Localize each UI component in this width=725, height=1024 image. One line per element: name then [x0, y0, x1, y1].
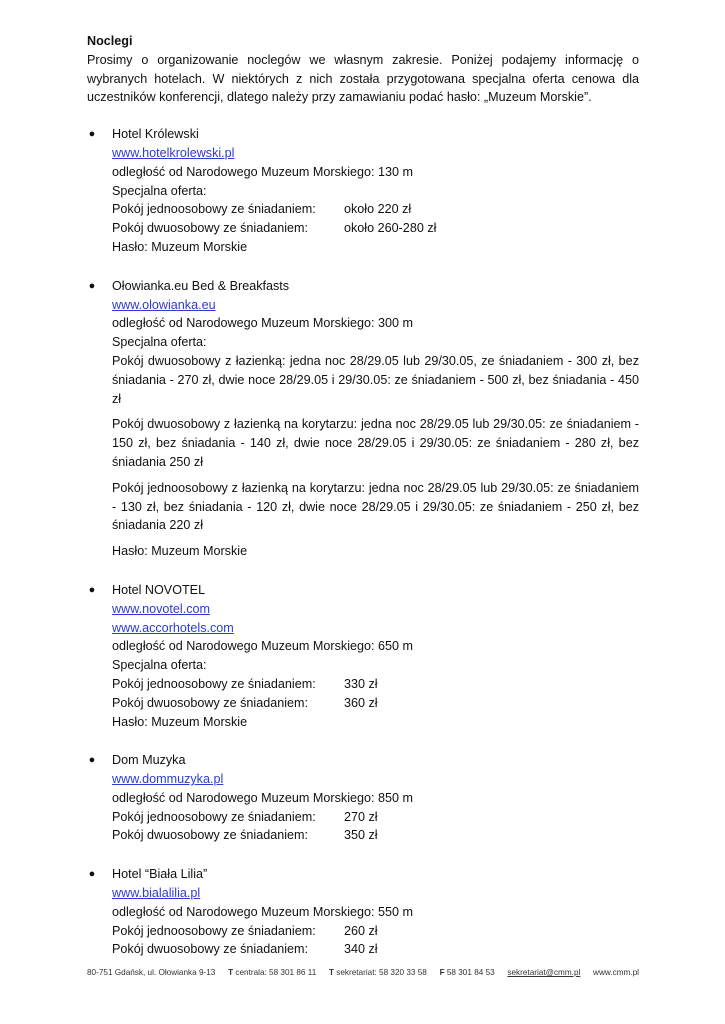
- bullet-icon: ●: [88, 583, 96, 596]
- password-line: Hasło: Muzeum Morskie: [112, 714, 248, 729]
- bullet-icon: ●: [88, 868, 96, 881]
- footer-secretariat: T sekretariat: 58 320 33 58: [328, 968, 427, 977]
- room-type: Pokój jednoosobowy ze śniadaniem:: [112, 923, 316, 938]
- hotel-name: Hotel “Biała Lilia”: [112, 867, 208, 882]
- room-type: Pokój dwuosobowy ze śniadaniem:: [112, 828, 309, 843]
- bullet-icon: ●: [88, 279, 96, 292]
- room-price: 360 zł: [344, 695, 378, 710]
- price-row: [112, 200, 639, 219]
- hotel-website-link[interactable]: www.novotel.com: [112, 601, 210, 616]
- password-line: Hasło: Muzeum Morskie: [112, 544, 248, 559]
- room-price: około 260-280 zł: [344, 221, 437, 236]
- hotel-item: [87, 865, 639, 959]
- special-offer-label: Specjalna oferta:: [112, 658, 207, 673]
- intro-paragraph: Prosimy o organizowanie noclegów we własnym zakresie. Poniżej podajemy informację o wybranych hotelach. W niektórych z nich została przygotowana specjalna oferta cenowa dla uczestników konferencji, dlatego należy przy zamawianiu podać hasło: „Muzeum Morskie”.: [87, 52, 639, 105]
- hotel-name: Dom Muzyka: [112, 753, 186, 768]
- hotel-name: Hotel Królewski: [112, 127, 199, 142]
- room-type: Pokój dwuosobowy ze śniadaniem:: [112, 942, 309, 957]
- footer-website-link[interactable]: www.cmm.pl: [593, 968, 639, 977]
- special-offer-label: Specjalna oferta:: [112, 335, 207, 350]
- hotel-distance: odległość od Narodowego Muzeum Morskiego: 850 m: [112, 790, 414, 805]
- footer-central: T centrala: 58 301 86 11: [228, 968, 317, 977]
- room-price: 340 zł: [344, 942, 378, 957]
- hotel-distance: odległość od Narodowego Muzeum Morskiego: 650 m: [112, 639, 414, 654]
- hotel-list: [87, 125, 639, 959]
- room-price: 350 zł: [344, 828, 378, 843]
- room-type: Pokój jednoosobowy ze śniadaniem:: [112, 809, 316, 824]
- hotel-website-link[interactable]: www.hotelkrolewski.pl: [112, 145, 235, 160]
- price-row: [112, 826, 639, 845]
- hotel-name: Hotel NOVOTEL: [112, 582, 206, 597]
- offer-paragraph: Pokój jednoosobowy z łazienką na korytarzu: jedna noc 28/29.05 lub 29/30.05: ze śniadaniem - 130 zł, bez śniadania - 120 zł, dwie noce 28/29.05 i 29/30.05: ze śniadaniem - 250 zł, bez śniadania 220 zł: [112, 480, 639, 533]
- password-line: Hasło: Muzeum Morskie: [112, 239, 248, 254]
- room-type: Pokój dwuosobowy ze śniadaniem:: [112, 221, 309, 236]
- hotel-name: Ołowianka.eu Bed & Breakfasts: [112, 278, 290, 293]
- section-heading: Noclegi: [87, 34, 133, 48]
- room-price: 270 zł: [344, 809, 378, 824]
- hotel-distance: odległość od Narodowego Muzeum Morskiego: 130 m: [112, 164, 414, 179]
- offer-paragraph: Pokój dwuosobowy z łazienką: jedna noc 28/29.05 lub 29/30.05, ze śniadaniem - 300 zł, bez śniadania - 270 zł, dwie noce 28/29.05 i 29/30.05: ze śniadaniem - 500 zł, bez śniadania - 450 zł: [112, 353, 639, 406]
- page-footer: [87, 968, 639, 977]
- room-price: 260 zł: [344, 923, 378, 938]
- room-price: 330 zł: [344, 676, 378, 691]
- document-body: [87, 32, 639, 959]
- hotel-website-link[interactable]: www.dommuzyka.pl: [112, 772, 224, 787]
- price-row: [112, 922, 639, 941]
- price-row: [112, 694, 639, 713]
- room-price: około 220 zł: [344, 202, 412, 217]
- footer-fax: F 58 301 84 53: [439, 968, 495, 977]
- hotel-website-link[interactable]: www.olowianka.eu: [112, 297, 216, 312]
- footer-email-link[interactable]: sekretariat@cmm.pl: [507, 968, 581, 977]
- offer-paragraph: Pokój dwuosobowy z łazienką na korytarzu: jedna noc 28/29.05 lub 29/30.05: ze śniadaniem - 150 zł, bez śniadania - 140 zł, dwie noce 28/29.05 i 29/30.05: ze śniadaniem - 280 zł, bez śniadania 250 zł: [112, 417, 639, 469]
- hotel-item: [87, 581, 639, 731]
- bullet-icon: ●: [88, 128, 96, 141]
- hotel-website-link[interactable]: www.accorhotels.com: [112, 620, 234, 635]
- price-row: [112, 219, 639, 238]
- room-type: Pokój dwuosobowy ze śniadaniem:: [112, 695, 309, 710]
- hotel-distance: odległość od Narodowego Muzeum Morskiego: 550 m: [112, 904, 414, 919]
- price-row: [112, 940, 639, 959]
- price-row: [112, 675, 639, 694]
- hotel-distance: odległość od Narodowego Muzeum Morskiego: 300 m: [112, 316, 414, 331]
- hotel-website-link[interactable]: www.bialalilia.pl: [112, 886, 201, 901]
- bullet-icon: ●: [88, 754, 96, 767]
- price-row: [112, 808, 639, 827]
- hotel-item: [87, 125, 639, 257]
- special-offer-label: Specjalna oferta:: [112, 183, 207, 198]
- room-type: Pokój jednoosobowy ze śniadaniem:: [112, 676, 316, 691]
- room-type: Pokój jednoosobowy ze śniadaniem:: [112, 202, 316, 217]
- footer-address: 80-751 Gdańsk, ul. Ołowianka 9-13: [87, 968, 216, 977]
- hotel-item: [87, 277, 639, 561]
- hotel-item: [87, 751, 639, 845]
